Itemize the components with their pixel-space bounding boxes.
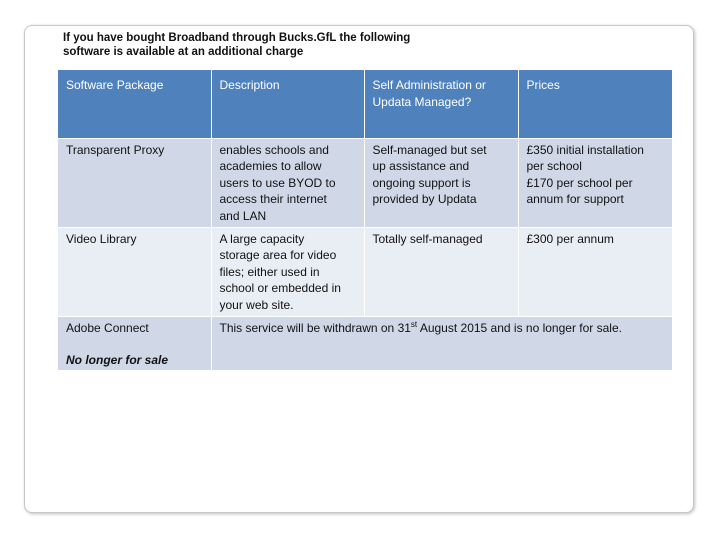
text-line: files; either used in [219,264,320,279]
intro-text [63,31,483,59]
table-row [58,138,672,227]
table-row [58,316,672,370]
software-pricing-table [58,70,672,371]
text-line: annum for support [526,192,624,206]
header-managed-line-1: Self Administration or [372,78,486,92]
text-line: £350 initial installation [526,142,644,157]
cell-managed [364,227,518,316]
text-line: up assistance and [372,159,470,173]
text-line: Totally self-managed [372,231,483,246]
text-line: your web site. [219,297,294,312]
cell-package: Video Library [58,227,211,316]
notice-text-end: August 2015 and is no longer for sale. [417,320,622,335]
text-line: storage area for video [219,248,337,262]
text-line: enables schools and [219,142,329,157]
cell-prices [518,138,672,227]
cell-description [211,227,364,316]
cell-prices [518,227,672,316]
text-line: users to use BYOD to [219,175,336,190]
text-line: per school [526,159,582,173]
intro-line-2: software is available at an additional charge [63,46,304,58]
table-header-row [58,70,672,138]
withdrawal-notice [211,316,672,370]
cell-package: Transparent Proxy [58,138,211,227]
text-line: £170 per school per [526,175,633,190]
cell-managed [364,138,518,227]
header-managed [364,70,518,138]
text-line: ongoing support is [372,175,471,190]
cell-package [58,316,211,370]
text-line: access their internet [219,192,327,206]
header-software-package: Software Package [58,70,211,138]
text-line: A large capacity [219,231,305,246]
text-line: Self-managed but set [372,142,487,157]
no-longer-for-sale-note: No longer for sale [66,353,169,367]
header-description: Description [211,70,364,138]
intro-line-1: If you have bought Broadband through Bucks.GfL the following [63,32,411,44]
text-line: and LAN [219,208,267,223]
notice-ordinal-suffix: st [410,319,418,329]
text-line: provided by Updata [372,192,477,206]
text-line: school or embedded in [219,281,341,295]
package-name: Adobe Connect [66,320,149,335]
text-line: academies to allow [219,159,322,173]
header-managed-line-2: Updata Managed? [372,94,472,109]
header-prices: Prices [518,70,672,138]
table-row [58,227,672,316]
notice-text-start: This service will be withdrawn on 31 [219,320,411,335]
cell-description [211,138,364,227]
text-line: £300 per annum [526,231,614,246]
